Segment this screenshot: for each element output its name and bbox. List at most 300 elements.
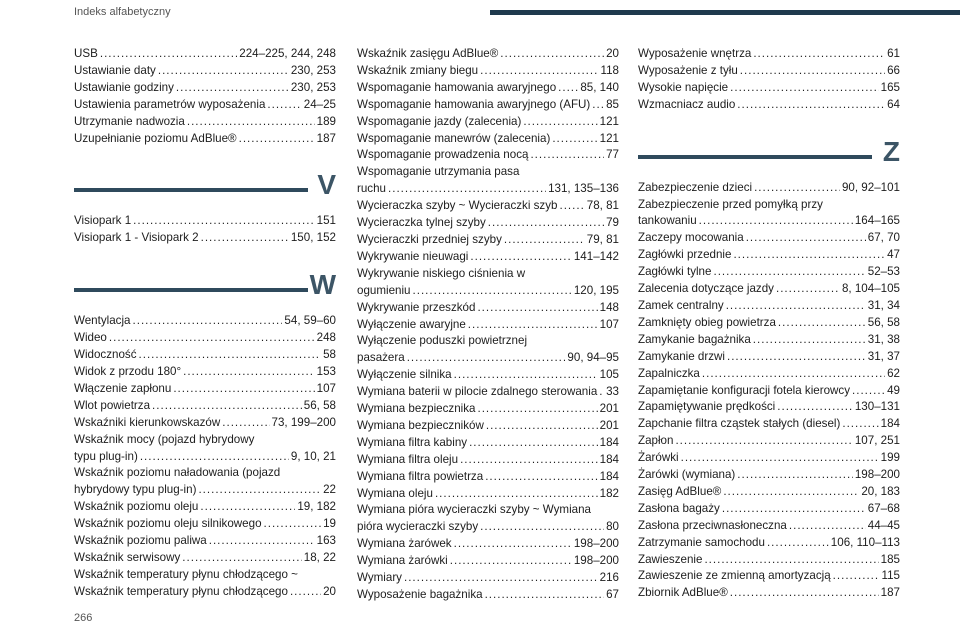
index-entry-pages: 248 xyxy=(316,331,336,345)
index-entry-pages: 230, 253 xyxy=(290,63,336,77)
index-entry-pages: 115 xyxy=(881,569,900,583)
index-entry-pages: 73, 199–200 xyxy=(271,415,336,429)
index-entry-pages: 118 xyxy=(600,63,619,77)
index-entry-pages: 20 xyxy=(323,584,336,598)
index-entry xyxy=(74,63,336,80)
index-entry-pages: 184 xyxy=(880,417,900,431)
index-entry-pages: 106, 110–113 xyxy=(830,535,900,549)
index-entry-pages: 216 xyxy=(599,571,619,585)
index-entry-label: Wskaźnik poziomu paliwa xyxy=(74,534,207,548)
index-entry-label: Wycieraczki przedniej szyby xyxy=(357,232,502,246)
dot-leader xyxy=(152,398,302,415)
index-entry-label: Zagłówki przednie xyxy=(638,248,732,262)
dot-leader xyxy=(681,450,879,467)
index-entry xyxy=(638,416,900,433)
section-rule xyxy=(638,155,872,159)
index-entry-label: USB xyxy=(74,47,98,60)
index-entry-pages: 66 xyxy=(887,63,900,77)
index-entry-pages: 201 xyxy=(599,402,619,416)
index-entry-label: Ustawianie godziny xyxy=(74,80,174,94)
dot-leader xyxy=(435,486,598,503)
index-entry xyxy=(357,469,619,486)
index-entry-pages: 121 xyxy=(599,131,619,145)
index-entry-pages: 107, 251 xyxy=(854,434,900,448)
index-entry-pages: 56, 58 xyxy=(867,315,900,329)
page-header-title: Indeks alfabetyczny xyxy=(74,6,171,18)
index-entry xyxy=(357,401,619,418)
index-entry-label: Zasłona przeciwnasłoneczna xyxy=(638,518,787,532)
index-entry-label: Wymiana żarówki xyxy=(357,554,448,568)
index-entry xyxy=(74,313,336,330)
index-entry-label-line: Zabezpieczenie przed pomyłką przy xyxy=(638,197,823,211)
dot-leader xyxy=(599,384,604,401)
index-entry xyxy=(357,215,619,232)
index-entry xyxy=(638,247,900,264)
dot-leader xyxy=(778,315,866,332)
index-entry-pages: 80 xyxy=(606,520,619,534)
index-entry-pages: 189 xyxy=(316,114,336,128)
index-entry-pages: 198–200 xyxy=(573,537,619,551)
index-entry-pages: 198–200 xyxy=(854,468,900,482)
index-entry-label: Zawieszenie ze zmienną amortyzacją xyxy=(638,569,831,583)
index-entry xyxy=(638,383,900,400)
index-entry-pages: 230, 253 xyxy=(290,80,336,94)
index-entry-label: Wymiana filtra oleju xyxy=(357,452,459,466)
index-entry xyxy=(357,367,619,384)
index-entry-label-line: Wyłączenie poduszki powietrznej xyxy=(357,334,528,348)
index-entry xyxy=(638,349,900,366)
section-rule xyxy=(74,188,308,192)
dot-leader xyxy=(460,452,598,469)
dot-leader xyxy=(200,499,295,516)
section-header xyxy=(74,169,336,205)
index-entry xyxy=(74,516,336,533)
dot-leader xyxy=(469,435,598,452)
index-entry-label: Wymiana oleju xyxy=(357,486,433,500)
index-entry xyxy=(357,63,619,80)
index-entry-pages: 31, 34 xyxy=(867,298,900,312)
index-entry-pages: 163 xyxy=(316,534,336,548)
index-entry-label: Wymiana bezpieczników xyxy=(357,418,484,432)
index-entry-label: Ustawienia parametrów wyposażenia xyxy=(74,97,266,111)
dot-leader xyxy=(559,198,584,215)
dot-leader xyxy=(746,230,866,247)
index-entry-pages: 107 xyxy=(316,381,336,395)
index-entry-pages: 77 xyxy=(606,148,619,162)
dot-leader xyxy=(737,467,853,484)
index-entry-pages: 85 xyxy=(606,97,619,111)
index-entry-pages: 79, 81 xyxy=(586,232,619,246)
dot-leader xyxy=(183,364,315,381)
index-entry xyxy=(638,97,900,114)
index-entry-label: Visiopark 1 xyxy=(74,214,132,228)
index-entry-pages: 151 xyxy=(316,214,336,228)
dot-leader xyxy=(767,535,829,552)
index-entry-label: Visiopark 1 - Visiopark 2 xyxy=(74,231,199,245)
index-entry-label: Wlot powietrza xyxy=(74,398,151,412)
index-entry-label: Zapalniczka xyxy=(638,366,700,380)
index-entry xyxy=(638,298,900,315)
index-entry-label: Wspomaganie prowadzenia nocą xyxy=(357,148,529,162)
index-entry-label: hybrydowy typu plug-in) xyxy=(74,483,197,497)
index-entry-label: Wskaźnik serwisowy xyxy=(74,550,181,564)
dot-leader xyxy=(702,366,885,383)
index-entry xyxy=(357,147,619,164)
dot-leader xyxy=(852,383,885,400)
index-entry-label: Wspomaganie hamowania awaryjnego xyxy=(357,80,557,94)
index-entry xyxy=(357,46,619,63)
index-entry xyxy=(357,418,619,435)
index-entry xyxy=(357,570,619,587)
index-entry-label: Wycieraczka szyby ~ Wycieraczki szyb xyxy=(357,199,558,213)
dot-leader xyxy=(737,97,885,114)
index-entry-label: Widoczność xyxy=(74,348,137,362)
dot-leader xyxy=(726,298,866,315)
index-entry-pages: 79 xyxy=(606,216,619,230)
dot-leader xyxy=(485,587,605,604)
dot-leader xyxy=(488,215,604,232)
index-entry-label: Zagłówki tylne xyxy=(638,265,712,279)
index-entry xyxy=(357,317,619,334)
index-entry xyxy=(74,550,336,567)
index-entry-pages: 22 xyxy=(323,483,336,497)
index-entry-label: Wykrywanie nieuwagi xyxy=(357,249,469,263)
dot-leader xyxy=(592,97,604,114)
index-entry xyxy=(74,381,336,398)
index-entry xyxy=(638,197,900,231)
index-entry-pages: 31, 37 xyxy=(867,349,900,363)
index-entry xyxy=(357,333,619,367)
index-entry-label: Wyłączenie silnika xyxy=(357,368,452,382)
index-entry xyxy=(638,180,900,197)
dot-leader xyxy=(753,332,866,349)
index-entry xyxy=(638,399,900,416)
index-entry xyxy=(357,131,619,148)
dot-leader xyxy=(722,501,866,518)
index-entry-label: Zawieszenie xyxy=(638,552,703,566)
index-entry-pages: 58 xyxy=(323,348,336,362)
index-entry-pages: 187 xyxy=(880,586,900,600)
dot-leader xyxy=(182,550,301,567)
index-entry-label: Zapamiętanie konfiguracji fotela kierowcy xyxy=(638,383,851,397)
dot-leader xyxy=(842,416,878,433)
index-entry-label-line: Wskaźnik poziomu naładowania (pojazd xyxy=(74,466,281,480)
dot-leader xyxy=(407,350,566,367)
dot-leader xyxy=(201,230,289,247)
index-entry xyxy=(357,553,619,570)
index-entry xyxy=(357,384,619,401)
section-rule xyxy=(74,288,308,292)
index-entry-label: tankowaniu xyxy=(638,214,697,228)
index-entry xyxy=(74,499,336,516)
index-entry xyxy=(74,97,336,114)
dot-leader xyxy=(454,536,572,553)
index-entry-label: pasażera xyxy=(357,351,405,365)
dot-leader xyxy=(753,46,885,63)
dot-leader xyxy=(198,482,321,499)
dot-leader xyxy=(290,584,321,601)
index-entry-label: Wentylacja xyxy=(74,314,131,328)
dot-leader xyxy=(480,519,604,536)
index-entry xyxy=(74,330,336,347)
index-entry xyxy=(357,114,619,131)
index-entry xyxy=(638,552,900,569)
index-entry xyxy=(74,114,336,131)
dot-leader xyxy=(486,418,598,435)
dot-leader xyxy=(109,330,315,347)
index-entry-label: Żarówki xyxy=(638,451,679,465)
index-entry-pages: 150, 152 xyxy=(290,231,336,245)
dot-leader xyxy=(140,449,289,466)
dot-leader xyxy=(133,213,315,230)
index-entry-pages: 148 xyxy=(599,300,619,314)
index-entry xyxy=(638,585,900,602)
dot-leader xyxy=(504,232,585,249)
index-entry xyxy=(638,46,900,63)
index-entry-label: Zasięg AdBlue® xyxy=(638,484,722,498)
index-entry-label: pióra wycieraczki szyby xyxy=(357,520,479,534)
index-entry-pages: 31, 38 xyxy=(867,332,900,346)
index-entry xyxy=(357,502,619,536)
index-entry-label: Wyposażenie z tyłu xyxy=(638,63,738,77)
dot-leader xyxy=(500,46,604,63)
index-entry-label: Wyłączenie awaryjne xyxy=(357,317,466,331)
index-entry-label: Wspomaganie hamowania awaryjnego (AFU) xyxy=(357,97,591,111)
index-entry-label: Zamykanie drzwi xyxy=(638,349,725,363)
index-entry-label: Zamknięty obieg powietrza xyxy=(638,315,776,329)
index-entry-label: Wymiana bezpiecznika xyxy=(357,402,476,416)
index-entry-label: Wymiana filtra powietrza xyxy=(357,469,484,483)
index-entry xyxy=(357,198,619,215)
section-letter: V xyxy=(317,169,336,201)
index-entry-label: Wysokie napięcie xyxy=(638,80,729,94)
index-entry-label: Zatrzymanie samochodu xyxy=(638,535,765,549)
dot-leader xyxy=(454,367,598,384)
dot-leader xyxy=(730,585,879,602)
dot-leader xyxy=(222,415,269,432)
index-entry xyxy=(638,80,900,97)
index-entry-label-line: Wskaźnik temperatury płynu chłodzącego ~ xyxy=(74,567,298,581)
index-entry-pages: 153 xyxy=(316,364,336,378)
index-entry xyxy=(638,467,900,484)
page-number: 266 xyxy=(74,612,93,624)
index-entry xyxy=(638,518,900,535)
index-entry xyxy=(638,63,900,80)
index-entry xyxy=(357,452,619,469)
index-entry-pages: 224–225, 244, 248 xyxy=(239,47,336,60)
index-entry-pages: 62 xyxy=(887,366,900,380)
index-entry-label: Wyposażenie bagażnika xyxy=(357,588,483,601)
index-entry xyxy=(638,281,900,298)
index-entry xyxy=(638,230,900,247)
index-entry-pages: 24–25 xyxy=(303,97,336,111)
dot-leader xyxy=(675,433,852,450)
index-entry-label: ruchu xyxy=(357,182,387,196)
section-letter: Z xyxy=(882,135,900,167)
index-entry-label: Wskaźnik zmiany biegu xyxy=(357,63,479,77)
dot-leader xyxy=(699,213,853,230)
index-entry xyxy=(74,364,336,381)
dot-leader xyxy=(133,313,283,330)
index-entry-pages: 52–53 xyxy=(867,265,900,279)
index-entry-label: Wymiana filtra kabiny xyxy=(357,435,468,449)
index-entry xyxy=(74,533,336,550)
dot-leader xyxy=(485,469,597,486)
index-entry-pages: 19, 182 xyxy=(297,500,336,514)
index-entry-label: Włączenie zapłonu xyxy=(74,381,172,395)
index-entry xyxy=(357,266,619,300)
index-entry xyxy=(357,97,619,114)
dot-leader xyxy=(187,114,315,131)
index-entry-label: Wspomaganie manewrów (zalecenia) xyxy=(357,131,551,145)
index-entry-label: Wideo xyxy=(74,331,107,345)
index-entry xyxy=(357,587,619,604)
index-entry-label-line: Wspomaganie utrzymania pasa xyxy=(357,165,520,179)
dot-leader xyxy=(413,283,572,300)
index-entry-pages: 121 xyxy=(599,114,619,128)
index-entry-pages: 67 xyxy=(606,588,619,601)
index-entry-pages: 165 xyxy=(880,80,900,94)
dot-leader xyxy=(139,347,322,364)
dot-leader xyxy=(267,97,301,114)
index-entry xyxy=(74,432,336,466)
index-entry-pages: 44–45 xyxy=(867,518,900,532)
index-entry xyxy=(357,486,619,503)
dot-leader xyxy=(158,63,289,80)
index-entry-pages: 184 xyxy=(599,435,619,449)
index-entry-label: Zamek centralny xyxy=(638,298,724,312)
index-entry-pages: 85, 140 xyxy=(580,80,619,94)
index-entry-label: Zamykanie bagażnika xyxy=(638,332,751,346)
section-header xyxy=(74,269,336,305)
dot-leader xyxy=(713,264,865,281)
index-entry-pages: 120, 195 xyxy=(573,283,619,297)
dot-leader xyxy=(723,484,859,501)
index-entry-pages: 33 xyxy=(606,385,619,399)
index-entry xyxy=(638,568,900,585)
index-entry-label-line: Wskaźnik mocy (pojazd hybrydowy xyxy=(74,432,255,446)
index-column-3 xyxy=(638,46,900,602)
index-entry-label: Zalecenia dotyczące jazdy xyxy=(638,282,774,296)
index-entry xyxy=(74,465,336,499)
index-entry-pages: 184 xyxy=(599,469,619,483)
index-entry-pages: 54, 59–60 xyxy=(284,314,336,328)
index-entry xyxy=(357,300,619,317)
index-entry-label-line: Wymiana pióra wycieraczki szyby ~ Wymiana xyxy=(357,503,591,517)
index-entry xyxy=(638,264,900,281)
dot-leader xyxy=(523,114,597,131)
index-entry-label: Wycieraczka tylnej szyby xyxy=(357,216,486,230)
index-entry-pages: 184 xyxy=(599,452,619,466)
dot-leader xyxy=(733,247,885,264)
dot-leader xyxy=(777,399,853,416)
index-entry-pages: 20, 183 xyxy=(861,484,900,498)
index-entry-label: typu plug-in) xyxy=(74,449,138,463)
index-entry xyxy=(638,484,900,501)
index-entry-pages: 64 xyxy=(887,97,900,111)
dot-leader xyxy=(450,553,572,570)
index-entry-label: Wskaźnik temperatury płynu chłodzącego xyxy=(74,584,288,598)
index-entry-pages: 61 xyxy=(887,47,900,60)
index-entry-pages: 187 xyxy=(316,131,336,145)
dot-leader xyxy=(470,249,571,266)
dot-leader xyxy=(209,533,315,550)
index-entry-pages: 199 xyxy=(880,451,900,465)
dot-leader xyxy=(477,300,597,317)
index-entry-pages: 9, 10, 21 xyxy=(290,449,336,463)
index-entry xyxy=(74,230,336,247)
index-entry-label: Zasłona bagaży xyxy=(638,501,720,515)
index-entry-pages: 131, 135–136 xyxy=(548,182,619,196)
index-entry xyxy=(74,398,336,415)
dot-leader xyxy=(727,349,866,366)
index-entry xyxy=(74,131,336,148)
index-entry-pages: 78, 81 xyxy=(586,199,619,213)
index-entry-label: Zaczepy mocowania xyxy=(638,231,744,245)
index-entry-label: Wymiana żarówek xyxy=(357,537,452,551)
index-entry-pages: 105 xyxy=(599,368,619,382)
index-entry-pages: 19 xyxy=(323,517,336,531)
index-entry-label: Wzmacniacz audio xyxy=(638,97,736,111)
index-entry-pages: 49 xyxy=(887,383,900,397)
index-entry-label-line: Wykrywanie niskiego ciśnienia w xyxy=(357,266,526,280)
dot-leader xyxy=(789,518,866,535)
index-entry-label: Wyposażenie wnętrza xyxy=(638,47,752,60)
dot-leader xyxy=(404,570,598,587)
index-entry xyxy=(638,332,900,349)
index-entry xyxy=(638,366,900,383)
index-entry-pages: 8, 104–105 xyxy=(841,282,900,296)
section-letter: W xyxy=(309,269,336,301)
dot-leader xyxy=(239,131,315,148)
index-entry-label: Zapłon xyxy=(638,434,674,448)
index-entry-label: Żarówki (wymiana) xyxy=(638,468,736,482)
index-entry-label: Wskaźnik zasięgu AdBlue® xyxy=(357,47,499,60)
index-entry-pages: 67–68 xyxy=(867,501,900,515)
index-entry xyxy=(357,80,619,97)
index-column-1 xyxy=(74,46,336,601)
index-entry-pages: 185 xyxy=(880,552,900,566)
index-entry xyxy=(74,567,336,601)
index-entry xyxy=(357,232,619,249)
index-entry xyxy=(357,164,619,198)
dot-leader xyxy=(468,317,598,334)
index-entry-label: Zapamiętywanie prędkości xyxy=(638,400,776,414)
index-entry-label: Wspomaganie jazdy (zalecenia) xyxy=(357,114,522,128)
index-entry-pages: 90, 92–101 xyxy=(841,180,900,194)
index-entry-pages: 164–165 xyxy=(854,214,900,228)
dot-leader xyxy=(264,516,322,533)
dot-leader xyxy=(704,552,878,569)
index-entry-label: Widok z przodu 180° xyxy=(74,364,182,378)
dot-leader xyxy=(740,63,885,80)
dot-leader xyxy=(480,63,598,80)
index-entry xyxy=(357,536,619,553)
index-entry xyxy=(74,347,336,364)
index-entry-label: Ustawianie daty xyxy=(74,63,156,77)
section-header xyxy=(638,135,900,172)
index-entry-label: Uzupełnianie poziomu AdBlue® xyxy=(74,131,237,145)
dot-leader xyxy=(776,281,840,298)
index-entry-label: Zapchanie filtra cząstek stałych (diesel) xyxy=(638,417,841,431)
dot-leader xyxy=(754,180,840,197)
index-entry xyxy=(74,80,336,97)
index-entry-pages: 130–131 xyxy=(854,400,900,414)
index-entry xyxy=(638,535,900,552)
index-entry-pages: 90, 94–95 xyxy=(567,351,619,365)
index-entry-label: Zbiornik AdBlue® xyxy=(638,586,728,600)
index-entry-pages: 67, 70 xyxy=(867,231,900,245)
